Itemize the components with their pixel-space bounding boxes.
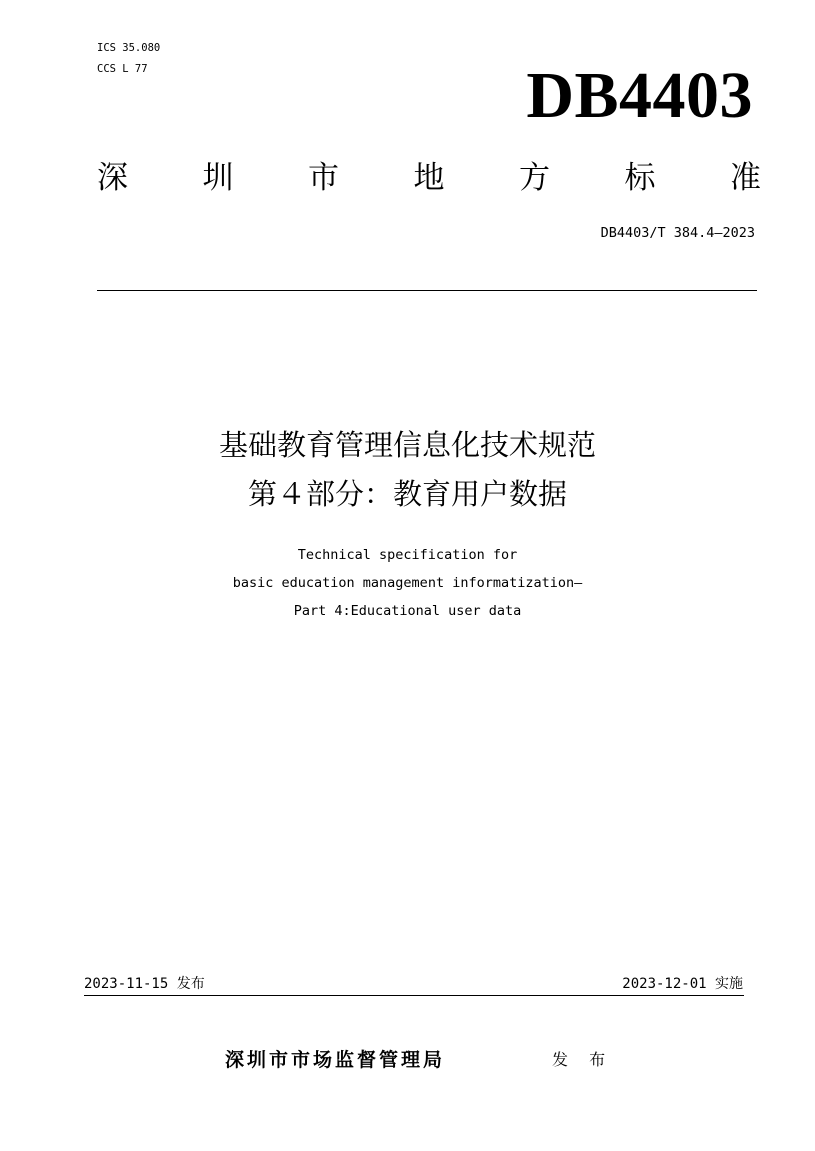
ics-code: ICS 35.080 <box>97 42 161 54</box>
standard-number: DB4403/T 384.4—2023 <box>600 225 755 241</box>
standard-type-char: 方 <box>519 160 550 196</box>
issue-date: 2023-11-15 发布 <box>84 976 205 992</box>
standard-type-char: 深 <box>97 160 128 196</box>
standard-type-char: 圳 <box>202 160 234 196</box>
standard-type-heading <box>97 158 761 198</box>
standard-type-char: 地 <box>413 160 445 196</box>
standard-type-char: 准 <box>730 160 761 196</box>
title-english-line-3: Part 4:Educational user data <box>293 603 522 619</box>
header-divider <box>97 290 757 291</box>
ccs-code: CCS L 77 <box>97 63 148 75</box>
standard-type-char: 标 <box>624 160 656 196</box>
publish-label: 发 布 <box>552 1050 614 1069</box>
standard-type-char: 市 <box>308 160 339 196</box>
title-english-line-1: Technical specification for <box>297 547 518 563</box>
standard-prefix-code: DB4403 <box>526 59 753 132</box>
date-divider <box>84 995 744 996</box>
publisher-name: 深圳市市场监督管理局 <box>225 1049 446 1071</box>
title-chinese-line-2: 第４部分：教育用户数据 <box>247 477 567 511</box>
title-chinese-line-1: 基础教育管理信息化技术规范 <box>218 428 596 462</box>
title-english-line-2: basic education management informatization— <box>232 575 583 591</box>
implementation-date: 2023-12-01 实施 <box>622 976 743 992</box>
